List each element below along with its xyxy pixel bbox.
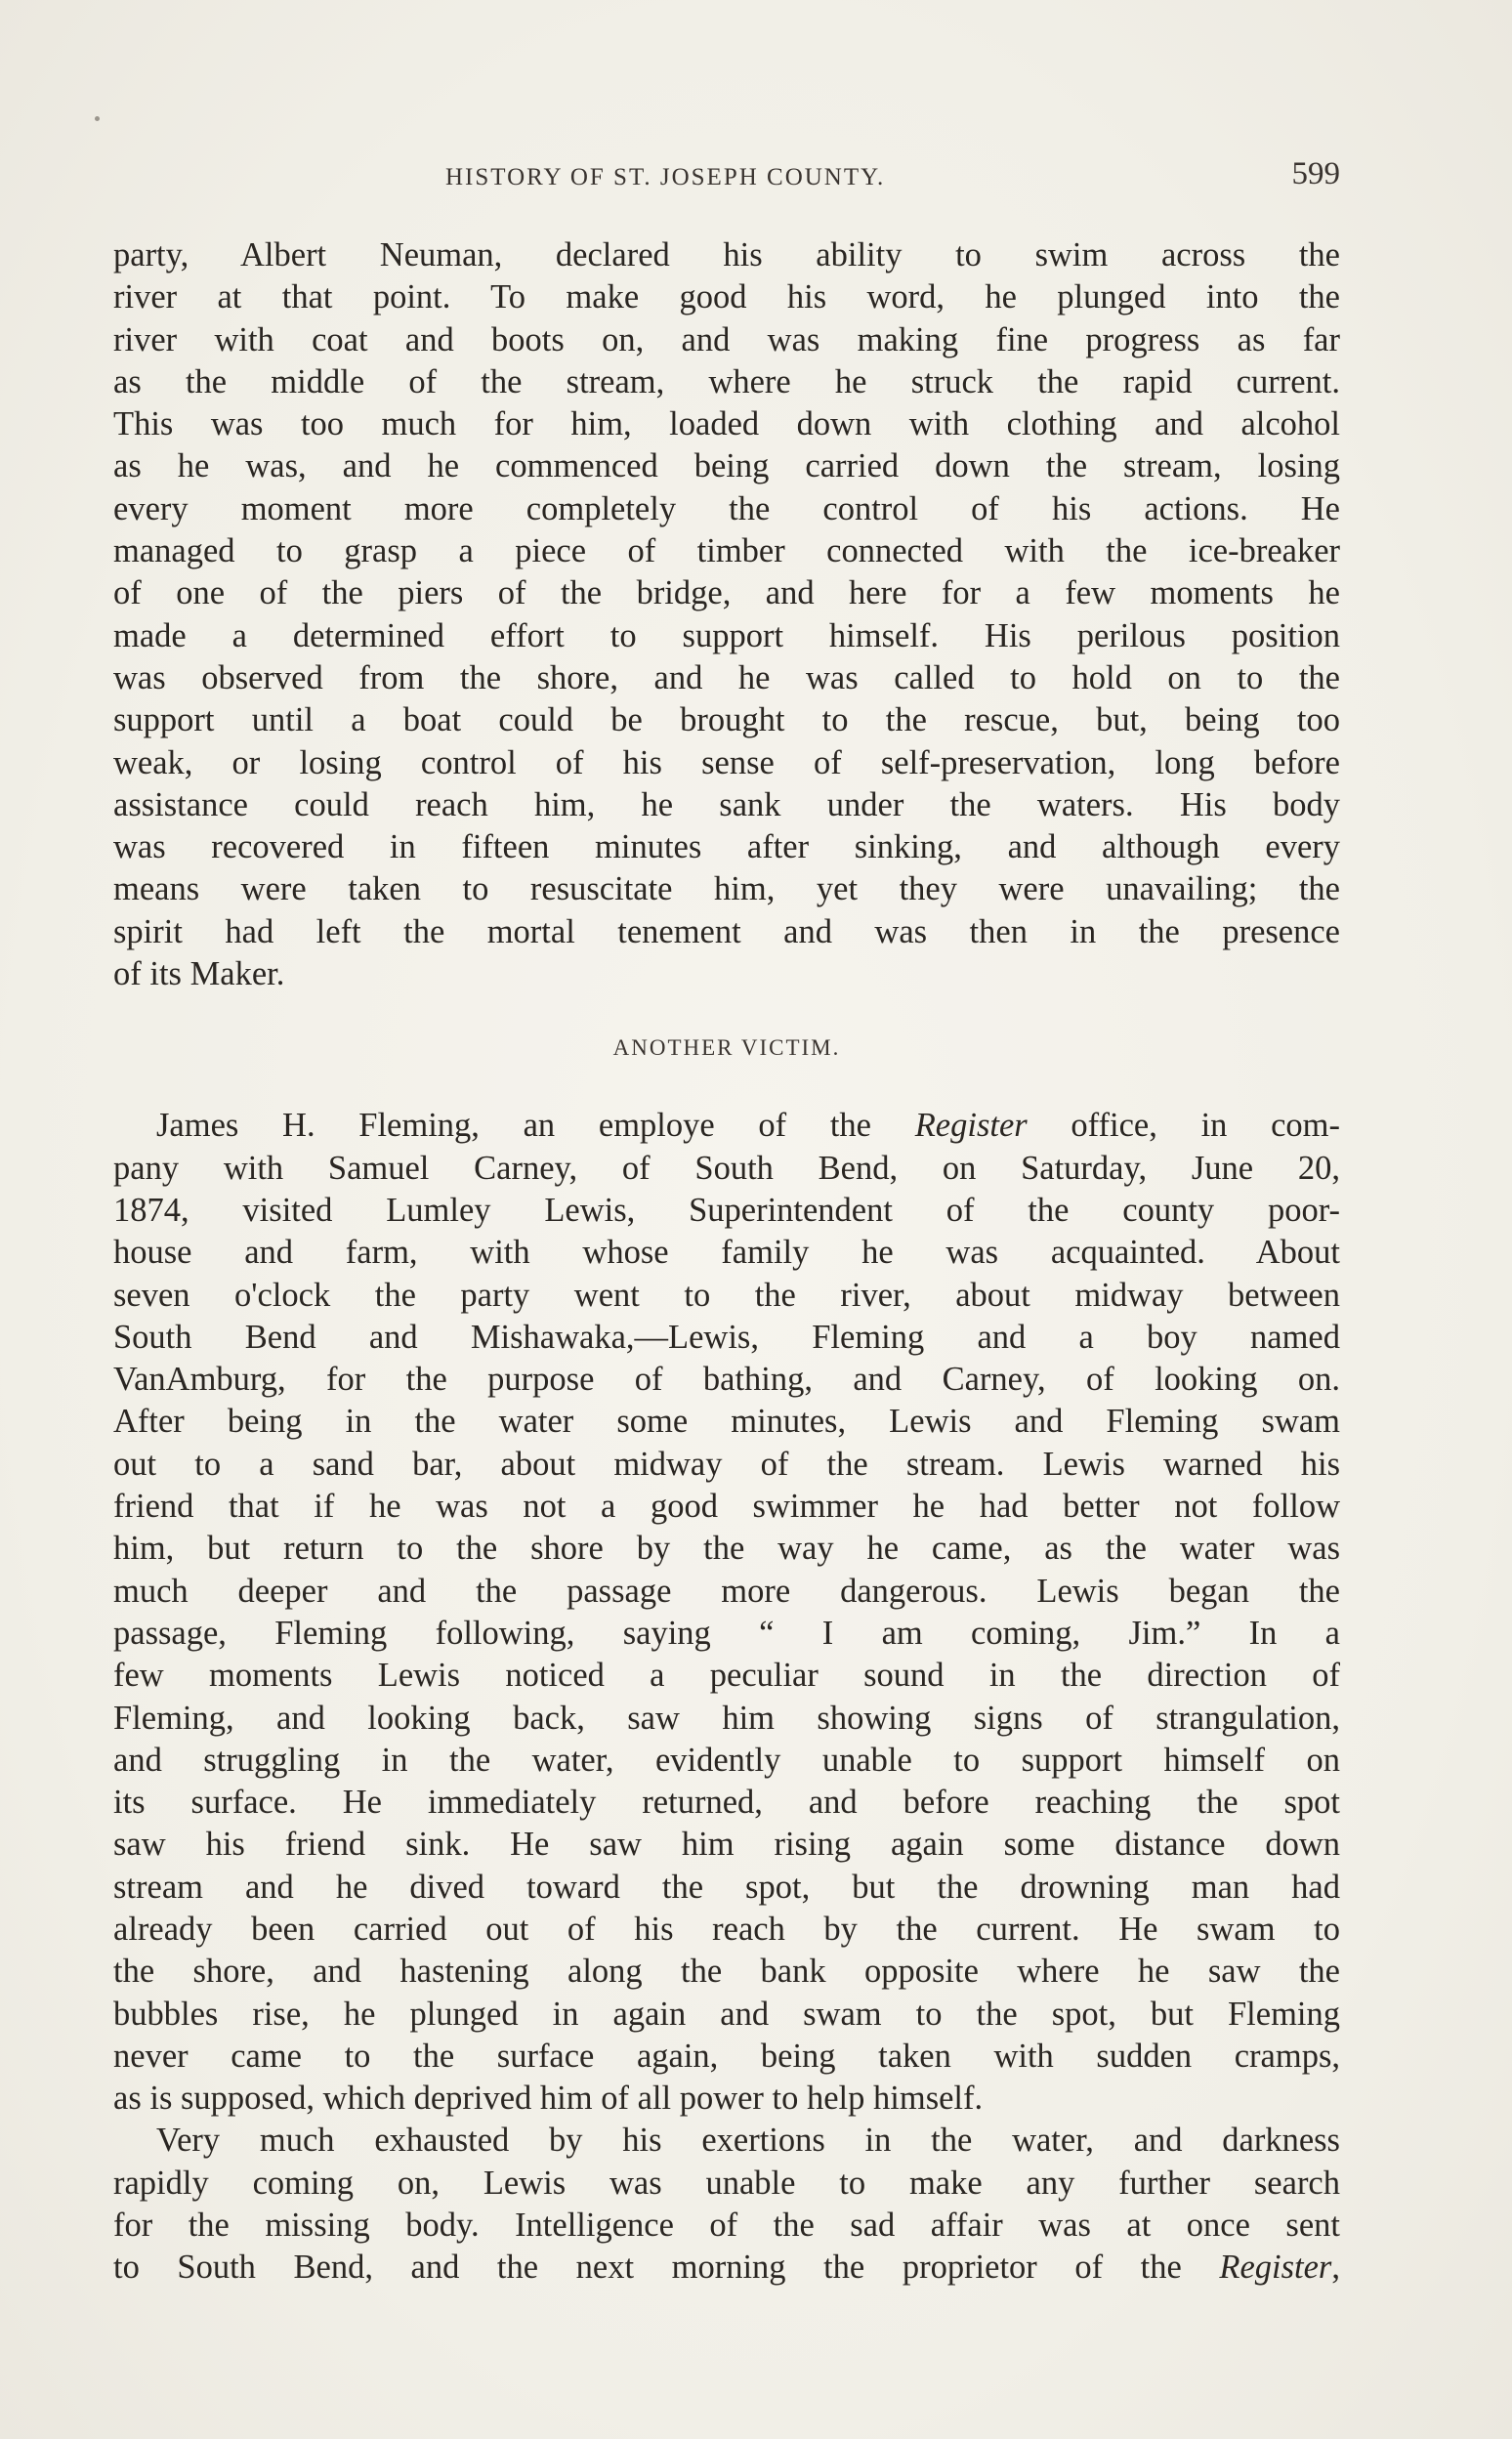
text-line — [113, 2247, 1340, 2289]
text-line: This was too much for him, loaded down with clothing and alcohol — [113, 405, 1340, 443]
text-line: weak, or losing control of his sense of self-preservation, long before — [113, 743, 1340, 781]
text-line: managed to grasp a piece of timber connected with the ice-breaker — [113, 532, 1340, 570]
paragraph-3 — [113, 2120, 1340, 2289]
text-line: passage, Fleming following, saying “ I am coming, Jim.” In a — [113, 1614, 1340, 1652]
text-line: bubbles rise, he plunged in again and swam to the spot, but Fleming — [113, 1995, 1340, 2033]
section-heading: ANOTHER VICTIM. — [612, 1035, 841, 1061]
text-line: river with coat and boots on, and was making fine progress as far — [113, 320, 1340, 358]
text-line: and struggling in the water, evidently unable to support himself on — [113, 1741, 1340, 1779]
text-line: made a determined effort to support himself. His perilous position — [113, 616, 1340, 654]
newspaper-title: Register — [914, 1107, 1028, 1145]
running-head: HISTORY OF ST. JOSEPH COUNTY. — [445, 164, 886, 190]
text-line: out to a sand bar, about midway of the stream. Lewis warned his — [113, 1445, 1340, 1483]
text-line: pany with Samuel Carney, of South Bend, on Saturday, June 20, — [113, 1149, 1340, 1187]
paragraph-2 — [113, 1105, 1340, 2120]
text-run: , — [1331, 2249, 1340, 2287]
text-line: 1874, visited Lumley Lewis, Superintendent of the county poor- — [113, 1191, 1340, 1229]
text-line: means were taken to resuscitate him, yet they were unavailing; the — [113, 870, 1340, 908]
body-text — [113, 234, 1340, 2290]
text-line: Fleming, and looking back, saw him showing signs of strangulation, — [113, 1699, 1340, 1737]
text-line: already been carried out of his reach by the current. He swam to — [113, 1910, 1340, 1948]
text-line: as the middle of the stream, where he struck the rapid current. — [113, 362, 1340, 400]
text-line: VanAmburg, for the purpose of bathing, and Carney, of looking on. — [113, 1361, 1340, 1399]
text-line: of its Maker. — [113, 955, 285, 993]
text-line: spirit had left the mortal tenement and was then in the presence — [113, 912, 1340, 950]
text-line: him, but return to the shore by the way he came, as the water was — [113, 1530, 1340, 1568]
text-line: After being in the water some minutes, Lewis and Fleming swam — [113, 1403, 1340, 1441]
text-line: South Bend and Mishawaka,—Lewis, Fleming and a boy named — [113, 1318, 1340, 1356]
text-run: James H. Fleming, an employe of the — [156, 1107, 915, 1145]
text-line: its surface. He immediately returned, and before reaching the spot — [113, 1784, 1340, 1822]
text-line: of one of the piers of the bridge, and here for a few moments he — [113, 574, 1340, 612]
text-line: support until a boat could be brought to the rescue, but, being too — [113, 701, 1340, 739]
newspaper-title: Register — [1219, 2249, 1332, 2287]
text-line: assistance could reach him, he sank under the waters. His body — [113, 785, 1340, 823]
page-number: 599 — [1291, 156, 1340, 191]
text-line: river at that point. To make good his word, he plunged into the — [113, 278, 1340, 316]
text-line: Very much exhausted by his exertions in the water, and darkness — [156, 2122, 1340, 2160]
paper-speck — [95, 116, 100, 121]
text-line: house and farm, with whose family he was acquainted. About — [113, 1234, 1340, 1272]
text-line: few moments Lewis noticed a peculiar sound in the direction of — [113, 1657, 1340, 1695]
text-line: the shore, and hastening along the bank opposite where he saw the — [113, 1953, 1340, 1991]
page-header — [113, 156, 1340, 201]
text-line: friend that if he was not a good swimmer he had better not follow — [113, 1488, 1340, 1526]
text-line: much deeper and the passage more dangerous. Lewis began the — [113, 1572, 1340, 1610]
text-run: office, in com- — [1027, 1107, 1340, 1145]
text-line: for the missing body. Intelligence of the sad affair was at once sent — [113, 2207, 1340, 2245]
text-line: as he was, and he commenced being carried down the stream, losing — [113, 447, 1340, 485]
text-line: rapidly coming on, Lewis was unable to make any further search — [113, 2164, 1340, 2202]
text-line: party, Albert Neuman, declared his ability to swim across the — [113, 236, 1340, 273]
text-line — [113, 1105, 1340, 1147]
text-line: was observed from the shore, and he was called to hold on to the — [113, 658, 1340, 696]
text-line: as is supposed, which deprived him of all power to help himself. — [113, 2080, 984, 2118]
text-line: seven o'clock the party went to the river, about midway between — [113, 1276, 1340, 1314]
text-line: saw his friend sink. He saw him rising again some distance down — [113, 1826, 1340, 1864]
paragraph-1 — [113, 234, 1340, 995]
text-run: to South Bend, and the next morning the proprietor of the — [113, 2249, 1220, 2287]
text-line: never came to the surface again, being taken with sudden cramps, — [113, 2037, 1340, 2075]
text-line: was recovered in fifteen minutes after sinking, and although every — [113, 828, 1340, 866]
text-line: stream and he dived toward the spot, but the drowning man had — [113, 1868, 1340, 1906]
text-line: every moment more completely the control of his actions. He — [113, 489, 1340, 527]
